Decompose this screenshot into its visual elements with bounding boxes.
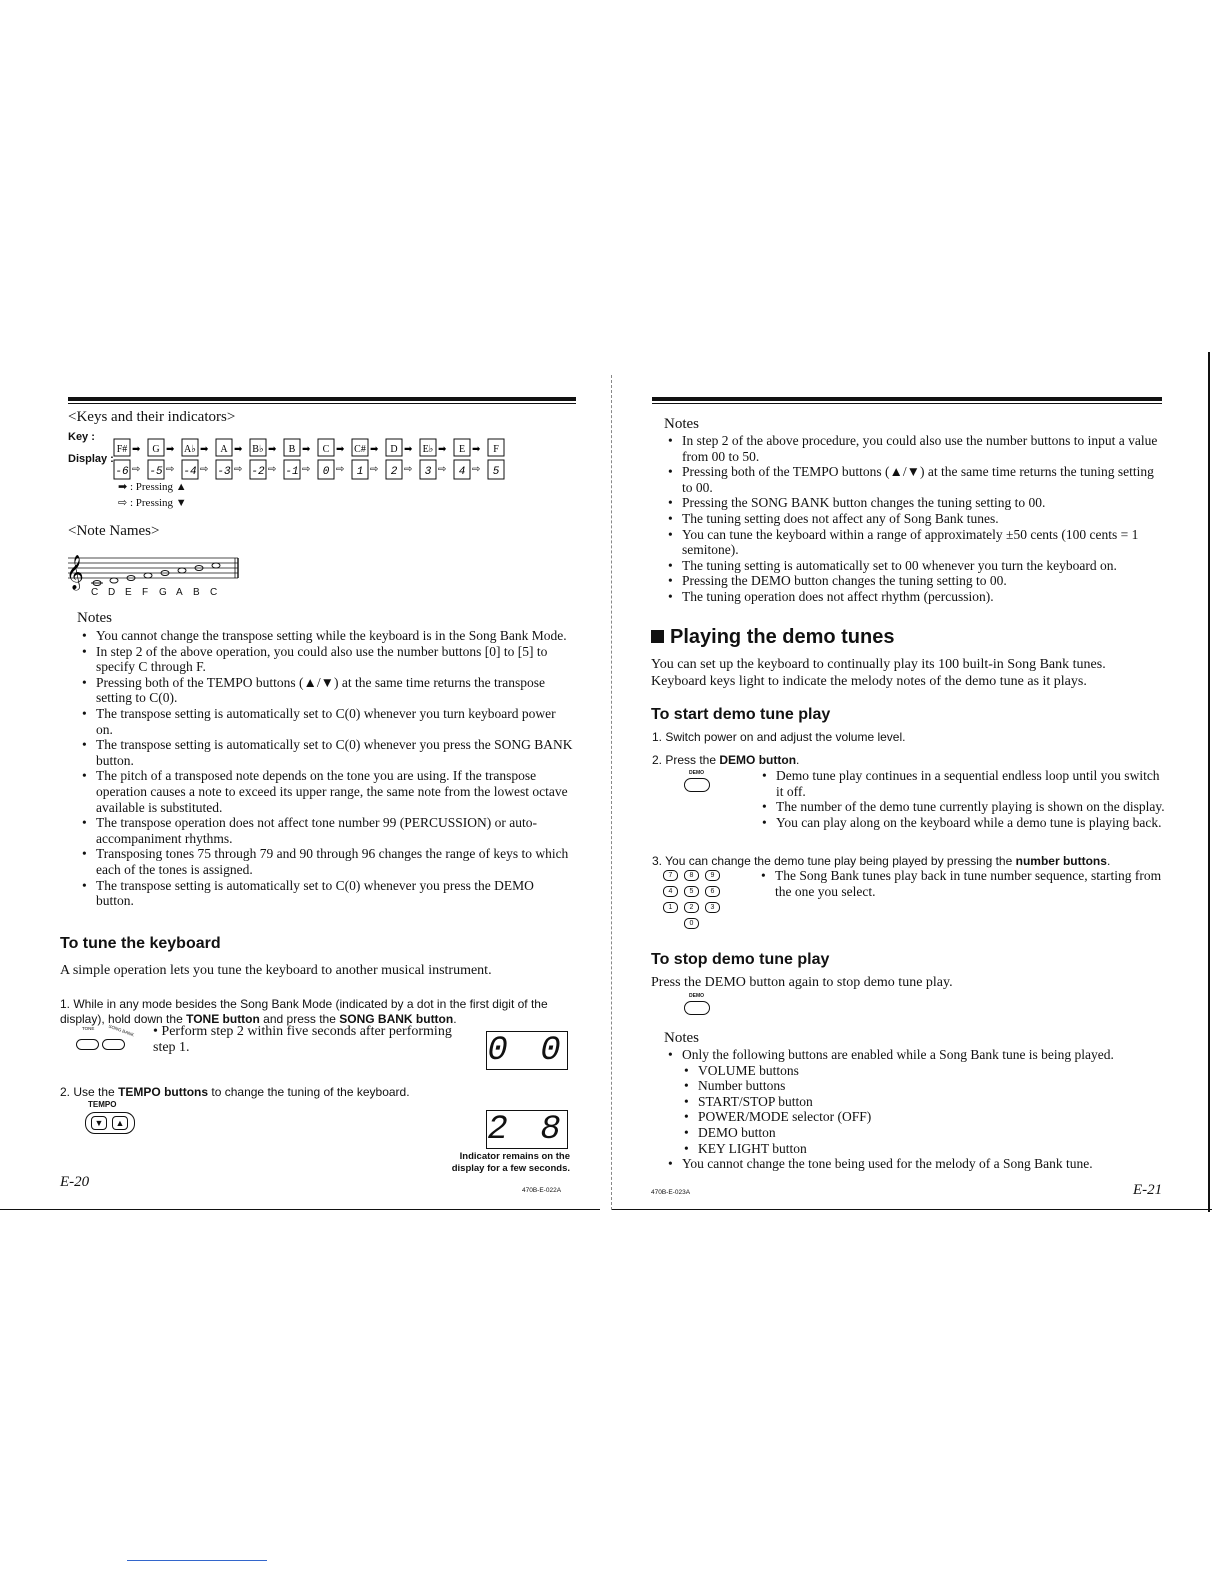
demo-heading [651, 626, 894, 649]
key-name: C# [354, 444, 366, 455]
step1-bullet: • Perform step 2 within five seconds after performing step 1. [153, 1024, 452, 1055]
arrow-right-outline-icon: ⇨ [438, 464, 447, 475]
right-note-item-0: • In step 2 of the above procedure, you could also use the number buttons to input a value from 00 to 50. [682, 433, 1164, 464]
lcd-value-00: 0 0 [487, 1031, 567, 1070]
left-note-item-0: • You cannot change the transpose setting while the keyboard is in the Song Bank Mode. [96, 628, 574, 644]
lcd-display-00 [486, 1031, 568, 1070]
key-name: F [493, 444, 499, 455]
arrow-right-filled-icon: ➡ [404, 444, 413, 455]
tone-button-icon [76, 1039, 99, 1050]
key-indicator-grid [113, 438, 523, 482]
demo-button-icon-2 [684, 1001, 710, 1015]
display-value: -6 [115, 466, 129, 478]
display-value: 1 [356, 466, 364, 478]
step1-text-e: . [453, 1012, 457, 1026]
left-bottom-rule [0, 1209, 600, 1210]
right-top-rule [652, 397, 1162, 401]
display-value: 5 [492, 466, 500, 478]
right-note-item-4: • You can tune the keyboard within a range of approximately ±50 cents (100 cents = 1 semitone). [682, 527, 1164, 558]
step2-text-c: to change the tuning of the keyboard. [208, 1085, 410, 1099]
left-note-item-4: • The transpose setting is automatically set to C(0) whenever you press the SONG BANK button. [96, 737, 574, 768]
left-notes-title: Notes [77, 610, 112, 626]
left-note-item-5: • The pitch of a transposed note depends on the tone you are using. If the transpose operation causes a note to exceed its upper range, the same note from the lowest octave available is substituted. [96, 768, 574, 815]
key-name: A [220, 444, 228, 455]
lcd-value-28: 2 8 [487, 1110, 567, 1149]
notes2-sub-item-4: • DEMO button [698, 1125, 1164, 1141]
note-letter: B [193, 587, 200, 598]
arrow-right-outline-icon: ⇨ [166, 464, 175, 475]
step2-text-a: Use the [73, 1085, 119, 1099]
left-top-rule [68, 397, 576, 401]
demo-intro-1: You can set up the keyboard to continually play its 100 built-in Song Bank tunes. [651, 657, 1106, 672]
stop-heading: To stop demo tune play [651, 951, 830, 968]
left-note-item-7: • Transposing tones 75 through 79 and 90 through 96 changes the range of keys to which each of the tones is assigned. [96, 846, 574, 877]
note-letter: C [210, 587, 218, 598]
display-value: 2 [390, 466, 398, 478]
legend-down-text: : Pressing ▼ [129, 497, 187, 509]
note-letter: G [159, 587, 167, 598]
note-names-heading: <Note Names> [68, 523, 160, 539]
s3-bullet-text: • The Song Bank tunes play back in tune number sequence, starting from the one you select. [775, 868, 1165, 899]
page-divider [611, 375, 613, 1210]
note-letter: C [91, 587, 99, 598]
tempo-buttons-icon [85, 1112, 135, 1134]
right-page-number: E-21 [1133, 1182, 1163, 1198]
left-footer-code: 470B-E-022A [522, 1187, 562, 1194]
right-note-item-1: • Pressing both of the TEMPO buttons (▲/▼) at the same time returns the tuning setting to 00. [682, 464, 1164, 495]
note-letter: E [125, 587, 132, 598]
left-note-item-2: • Pressing both of the TEMPO buttons (▲/▼) at the same time returns the transpose setting to C(0). [96, 675, 574, 706]
right-note-item-2: • Pressing the SONG BANK button changes the tuning setting to 00. [682, 495, 1164, 511]
start-step-3 [652, 854, 1110, 869]
arrow-right-outline-icon: ⇨ [234, 464, 243, 475]
key-label: Key : [68, 431, 95, 443]
right-notes-list [664, 433, 1164, 605]
s3-text-a: 3. You can change the demo tune play being played by pressing the [652, 854, 1016, 868]
demo-heading-text: Playing the demo tunes [670, 626, 895, 648]
s2-bullet-0: • Demo tune play continues in a sequential endless loop until you switch it off. [776, 768, 1166, 799]
arrow-right-filled-icon: ➡ [302, 444, 311, 455]
demo-intro-2: Keyboard keys light to indicate the melody notes of the demo tune as it plays. [651, 674, 1087, 689]
display-value: -2 [251, 466, 265, 478]
step1-text-a: While in any mode besides the Song Bank Mode (indicated by a dot in the first digit of the display), hold down the [60, 997, 548, 1026]
tempo-up-icon: ▲ [112, 1116, 128, 1130]
songbank-button-label: SONG BANK [107, 1023, 135, 1038]
left-page-number: E-20 [60, 1174, 90, 1190]
display-value: -1 [285, 466, 299, 478]
number-button-0: 0 [684, 918, 699, 929]
demo-button-label-1: DEMO [689, 770, 704, 776]
start-step-2 [652, 753, 799, 768]
notes2-sub-item-5: • KEY LIGHT button [698, 1141, 1164, 1157]
key-name: C [322, 444, 330, 455]
lcd2-caption: Indicator remains on the display for a few seconds. [451, 1151, 570, 1174]
right-note-item-7: • The tuning operation does not affect rhythm (percussion). [682, 589, 1164, 605]
notes2-sub-item-3: • POWER/MODE selector (OFF) [698, 1109, 1164, 1125]
left-note-item-6: • The transpose operation does not affect tone number 99 (PERCUSSION) or auto-accompaniment rhythms. [96, 815, 574, 846]
arrow-right-outline-icon: ⇨ [200, 464, 209, 475]
s2-bullet-1: • The number of the demo tune currently playing is shown on the display. [776, 799, 1166, 815]
number-button-4: 4 [663, 886, 678, 897]
notes2-first: • Only the following buttons are enabled while a Song Bank tune is being played. [682, 1047, 1164, 1063]
stop-text: Press the DEMO button again to stop demo tune play. [651, 975, 953, 990]
right-bottom-rule [612, 1209, 1212, 1210]
legend-up-text: : Pressing ▲ [129, 481, 187, 493]
start-step-2-bullets [758, 768, 1166, 830]
notes2-last: • You cannot change the tone being used for the melody of a Song Bank tune. [682, 1156, 1164, 1172]
note-letter: F [142, 587, 149, 598]
demo-button-label-2: DEMO [689, 993, 704, 999]
number-button-7: 7 [663, 870, 678, 881]
s3-number-buttons: number buttons [1015, 854, 1107, 868]
display-value: -3 [217, 466, 231, 478]
legend-up [118, 480, 187, 493]
notes2-sub-item-1: • Number buttons [698, 1078, 1164, 1094]
arrow-right-outline-icon: ⇨ [336, 464, 345, 475]
square-bullet-icon [651, 630, 664, 643]
right-note-item-3: • The tuning setting does not affect any of Song Bank tunes. [682, 511, 1164, 527]
treble-clef-icon: 𝄞 [66, 555, 84, 590]
arrow-right-outline-icon: ⇨ [118, 497, 128, 509]
right-note-item-5: • The tuning setting is automatically set to 00 whenever you turn the keyboard on. [682, 558, 1164, 574]
notes2-sub-item-0: • VOLUME buttons [698, 1063, 1164, 1079]
bottom-blue-line [127, 1560, 267, 1561]
key-name: B [288, 444, 296, 455]
s2-text-a: 2. Press the [652, 753, 720, 767]
key-name: A♭ [184, 444, 196, 455]
key-name: E♭ [422, 444, 434, 455]
left-note-item-3: • The transpose setting is automatically set to C(0) whenever you turn keyboard power on. [96, 706, 574, 737]
display-value: 3 [424, 466, 432, 478]
arrow-right-outline-icon: ⇨ [370, 464, 379, 475]
number-button-8: 8 [684, 870, 699, 881]
arrow-right-filled-icon: ➡ [118, 481, 128, 493]
s2-bullet-2: • You can play along on the keyboard while a demo tune is playing back. [776, 815, 1166, 831]
key-name: B♭ [252, 444, 264, 455]
arrow-right-filled-icon: ➡ [336, 444, 345, 455]
arrow-right-filled-icon: ➡ [438, 444, 447, 455]
display-value: -4 [183, 466, 197, 478]
right-top-rule-thin [652, 403, 1162, 404]
key-name: E [458, 444, 466, 455]
display-value: 4 [458, 466, 466, 478]
right-notes2-list [664, 1047, 1164, 1172]
display-value: 0 [322, 466, 330, 478]
step2-tempo-buttons: TEMPO buttons [118, 1085, 209, 1099]
number-pad [663, 870, 735, 935]
number-button-5: 5 [684, 886, 699, 897]
step1-text-c: and press the [259, 1012, 340, 1026]
number-button-6: 6 [705, 886, 720, 897]
key-indicator-diagram [113, 438, 523, 482]
right-notes2-title: Notes [664, 1030, 699, 1046]
start-step-1: 1. Switch power on and adjust the volume level. [652, 730, 906, 744]
arrow-right-outline-icon: ⇨ [268, 464, 277, 475]
lcd-display-28 [486, 1110, 568, 1149]
arrow-right-outline-icon: ⇨ [404, 464, 413, 475]
tune-step-2 [60, 1085, 572, 1100]
tone-button-label: TONE [82, 1026, 95, 1031]
arrow-right-outline-icon: ⇨ [132, 464, 141, 475]
arrow-right-filled-icon: ➡ [166, 444, 175, 455]
note-letter: D [108, 587, 116, 598]
notes2-sub-item-2: • START/STOP button [698, 1094, 1164, 1110]
key-name: G [152, 444, 160, 455]
note-letters [91, 587, 231, 598]
number-button-2: 2 [684, 902, 699, 913]
step1-number: 1. [60, 997, 71, 1011]
note-letter: A [176, 587, 183, 598]
tune-intro: A simple operation lets you tune the keyboard to another musical instrument. [60, 963, 492, 978]
left-note-item-1: • In step 2 of the above operation, you could also use the number buttons [0] to [5] to specify C through F. [96, 644, 574, 675]
number-button-9: 9 [705, 870, 720, 881]
start-step-3-bullet [757, 868, 1165, 899]
s3-text-c: . [1106, 854, 1111, 868]
left-notes-list [78, 628, 574, 909]
arrow-right-filled-icon: ➡ [370, 444, 379, 455]
legend-down [118, 496, 187, 509]
left-note-item-8: • The transpose setting is automatically set to C(0) whenever you press the DEMO button. [96, 878, 574, 909]
right-footer-code: 470B-E-023A [651, 1189, 691, 1196]
arrow-right-filled-icon: ➡ [200, 444, 209, 455]
key-name: D [390, 444, 398, 455]
step1-songbank-button: SONG BANK button [339, 1012, 454, 1026]
key-name: F# [116, 444, 128, 455]
left-top-rule-thin [68, 403, 576, 404]
tune-heading: To tune the keyboard [60, 935, 221, 952]
right-note-item-6: • Pressing the DEMO button changes the tuning setting to 00. [682, 573, 1164, 589]
step1-tone-button: TONE button [186, 1012, 260, 1026]
right-edge-line [1208, 352, 1210, 1212]
arrow-right-filled-icon: ➡ [472, 444, 481, 455]
s2-text-c: . [796, 753, 800, 767]
display-value: -5 [149, 466, 163, 478]
songbank-button-icon [102, 1039, 125, 1050]
demo-button-icon-1 [684, 778, 710, 792]
right-notes-title: Notes [664, 416, 699, 432]
tempo-down-icon: ▼ [91, 1116, 107, 1130]
display-label: Display : [68, 453, 114, 465]
arrow-right-outline-icon: ⇨ [302, 464, 311, 475]
arrow-right-outline-icon: ⇨ [472, 464, 481, 475]
keys-heading: <Keys and their indicators> [68, 409, 236, 425]
tempo-label: TEMPO [88, 1100, 117, 1109]
arrow-right-filled-icon: ➡ [132, 444, 141, 455]
arrow-right-filled-icon: ➡ [234, 444, 243, 455]
step2-number: 2. [60, 1085, 71, 1099]
s2-demo-button: DEMO button [719, 753, 797, 767]
number-button-3: 3 [705, 902, 720, 913]
start-heading: To start demo tune play [651, 706, 831, 723]
number-button-1: 1 [663, 902, 678, 913]
tune-step-1 [60, 997, 572, 1027]
arrow-right-filled-icon: ➡ [268, 444, 277, 455]
